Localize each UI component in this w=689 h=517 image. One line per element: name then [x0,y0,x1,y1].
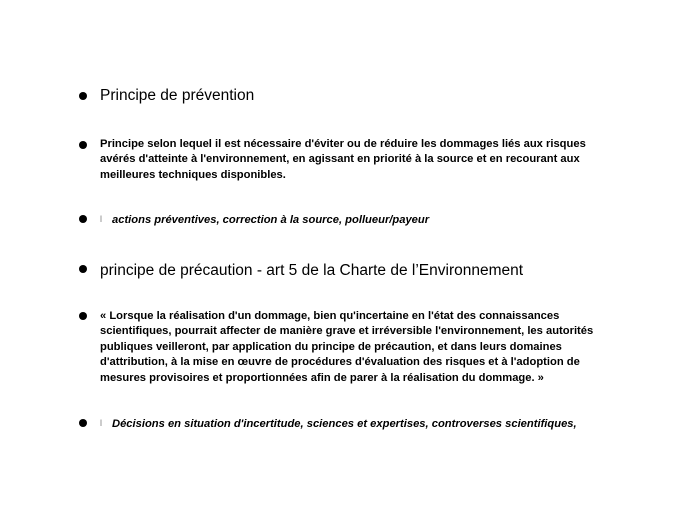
paragraph-line: avérés d'atteinte à l'environnement, en agissant en priorité à la source et en recourant aux [100,153,580,166]
sub-bullet-marker-icon: l [100,418,102,428]
keywords-text: Décisions en situation d'incertitude, sciences et expertises, controverses scientifiques, [112,418,577,430]
bullet-paragraph [100,309,600,386]
paragraph-line: mesures provisoires et proportionnées afin de parer à la réalisation du dommage. » [100,371,544,384]
paragraph-line: meilleures techniques disponibles. [100,168,286,181]
paragraph-line: scientifiques, pourrait affecter de manière grave et irréversible l'environnement, les autorités [100,325,594,338]
bullet-dot-icon [79,92,87,100]
bullet-text: Principe de prévention [100,87,255,104]
bullet-dot-icon [79,141,87,149]
bullet-keywords [100,212,600,228]
bullet-dot-icon [79,265,87,273]
bullet-dot-icon [79,419,87,427]
paragraph-line: d'attribution, à la mise en œuvre de procédures d'évaluation des risques et à l'adoption de [100,356,580,369]
paragraph-line: « Lorsque la réalisation d'un dommage, bien qu'incertaine en l'état des connaissances [100,310,560,322]
keywords-text: actions préventives, correction à la source, pollueur/payeur [112,214,430,226]
bullet-dot-icon [79,312,87,320]
bullet-paragraph [100,137,600,183]
paragraph-line: publiques veilleront, par application du principe de précaution, et dans leurs domaines [100,340,562,353]
paragraph-line: Principe selon lequel il est nécessaire d'éviter ou de réduire les dommages liés aux risques [100,138,586,150]
bullet-dot-icon [79,215,87,223]
bullet-text: principe de précaution - art 5 de la Charte de l’Environnement [100,262,524,279]
bullet-keywords [100,416,600,432]
sub-bullet-marker-icon: l [100,214,102,224]
